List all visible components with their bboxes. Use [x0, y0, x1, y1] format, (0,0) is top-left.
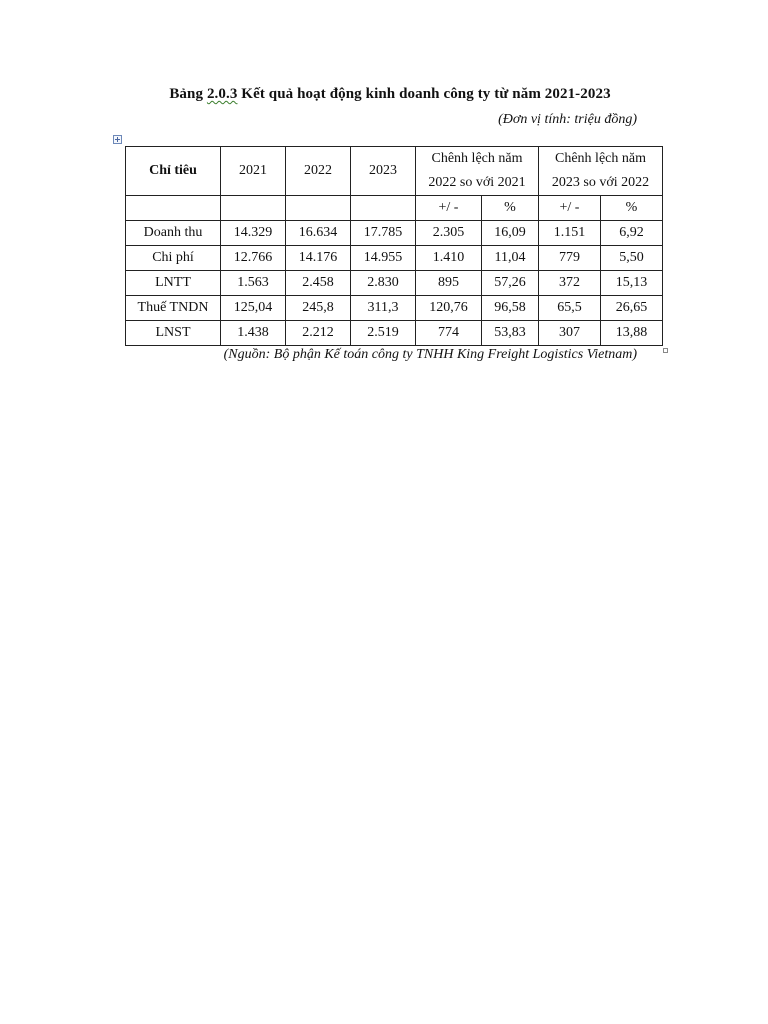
cell-diff2-pct: 15,13: [601, 271, 663, 296]
cell-2021: 14.329: [221, 221, 286, 246]
cell-diff2-pct: 26,65: [601, 296, 663, 321]
table-row-cost: [126, 246, 663, 271]
cell-diff1-pct: 53,83: [482, 321, 539, 346]
header-year-2021: 2021: [221, 147, 286, 196]
header-diff2-line2: 2023 so với 2022: [539, 171, 663, 196]
source-note: (Nguồn: Bộ phận Kế toán công ty TNHH King Freight Logistics Vietnam): [223, 347, 637, 362]
row-label: LNST: [126, 321, 221, 346]
table-row-ebt: [126, 271, 663, 296]
table-resize-handle-icon[interactable]: [663, 348, 668, 353]
row-label: Doanh thu: [126, 221, 221, 246]
header-indicator: Chỉ tiêu: [126, 147, 221, 196]
table-number: 2.0.3: [206, 86, 238, 102]
cell-diff2-abs: 307: [539, 321, 601, 346]
unit-note: (Đơn vị tính: triệu đồng): [498, 112, 637, 127]
header-diff1-line2: 2022 so với 2021: [416, 171, 539, 196]
cell-diff1-abs: 120,76: [416, 296, 482, 321]
cell-diff1-abs: 1.410: [416, 246, 482, 271]
cell-2021: 125,04: [221, 296, 286, 321]
cell-2022: 2.458: [286, 271, 351, 296]
header-diff1-abs: +/ -: [416, 196, 482, 221]
cell-diff1-pct: 11,04: [482, 246, 539, 271]
cell-diff2-abs: 65,5: [539, 296, 601, 321]
row-label: Chi phí: [126, 246, 221, 271]
cell-2022: 14.176: [286, 246, 351, 271]
table-title: [0, 86, 768, 103]
table-title-prefix: Bảng: [169, 86, 204, 102]
cell-2022: 245,8: [286, 296, 351, 321]
cell-diff2-abs: 372: [539, 271, 601, 296]
cell-diff1-abs: 774: [416, 321, 482, 346]
cell-diff1-abs: 895: [416, 271, 482, 296]
row-label: LNTT: [126, 271, 221, 296]
cell-diff1-abs: 2.305: [416, 221, 482, 246]
table-row-cit: [126, 296, 663, 321]
table-row-revenue: [126, 221, 663, 246]
row-label: Thuế TNDN: [126, 296, 221, 321]
cell-2022: 2.212: [286, 321, 351, 346]
cell-2021: 1.438: [221, 321, 286, 346]
cell-2021: 1.563: [221, 271, 286, 296]
header-empty-cell: [221, 196, 286, 221]
cell-diff1-pct: 57,26: [482, 271, 539, 296]
cell-diff2-abs: 1.151: [539, 221, 601, 246]
cell-2023: 311,3: [351, 296, 416, 321]
cell-2023: 2.830: [351, 271, 416, 296]
cell-diff2-pct: 5,50: [601, 246, 663, 271]
table-title-text: Kết quả hoạt động kinh doanh công ty từ năm 2021-2023: [241, 86, 611, 102]
table-move-handle-icon[interactable]: [113, 135, 122, 144]
header-diff1-pct: %: [482, 196, 539, 221]
table-row-eat: [126, 321, 663, 346]
business-results-table: [125, 146, 663, 346]
header-year-2022: 2022: [286, 147, 351, 196]
cell-2023: 2.519: [351, 321, 416, 346]
cell-diff2-pct: 13,88: [601, 321, 663, 346]
cell-diff2-pct: 6,92: [601, 221, 663, 246]
cell-diff1-pct: 16,09: [482, 221, 539, 246]
cell-2023: 17.785: [351, 221, 416, 246]
header-diff2-pct: %: [601, 196, 663, 221]
header-year-2023: 2023: [351, 147, 416, 196]
header-diff2-line1: Chênh lệch năm: [539, 147, 663, 172]
header-empty-cell: [126, 196, 221, 221]
header-diff2-abs: +/ -: [539, 196, 601, 221]
cell-2021: 12.766: [221, 246, 286, 271]
cell-diff2-abs: 779: [539, 246, 601, 271]
cell-diff1-pct: 96,58: [482, 296, 539, 321]
header-empty-cell: [351, 196, 416, 221]
cell-2023: 14.955: [351, 246, 416, 271]
header-diff1-line1: Chênh lệch năm: [416, 147, 539, 172]
cell-2022: 16.634: [286, 221, 351, 246]
header-empty-cell: [286, 196, 351, 221]
